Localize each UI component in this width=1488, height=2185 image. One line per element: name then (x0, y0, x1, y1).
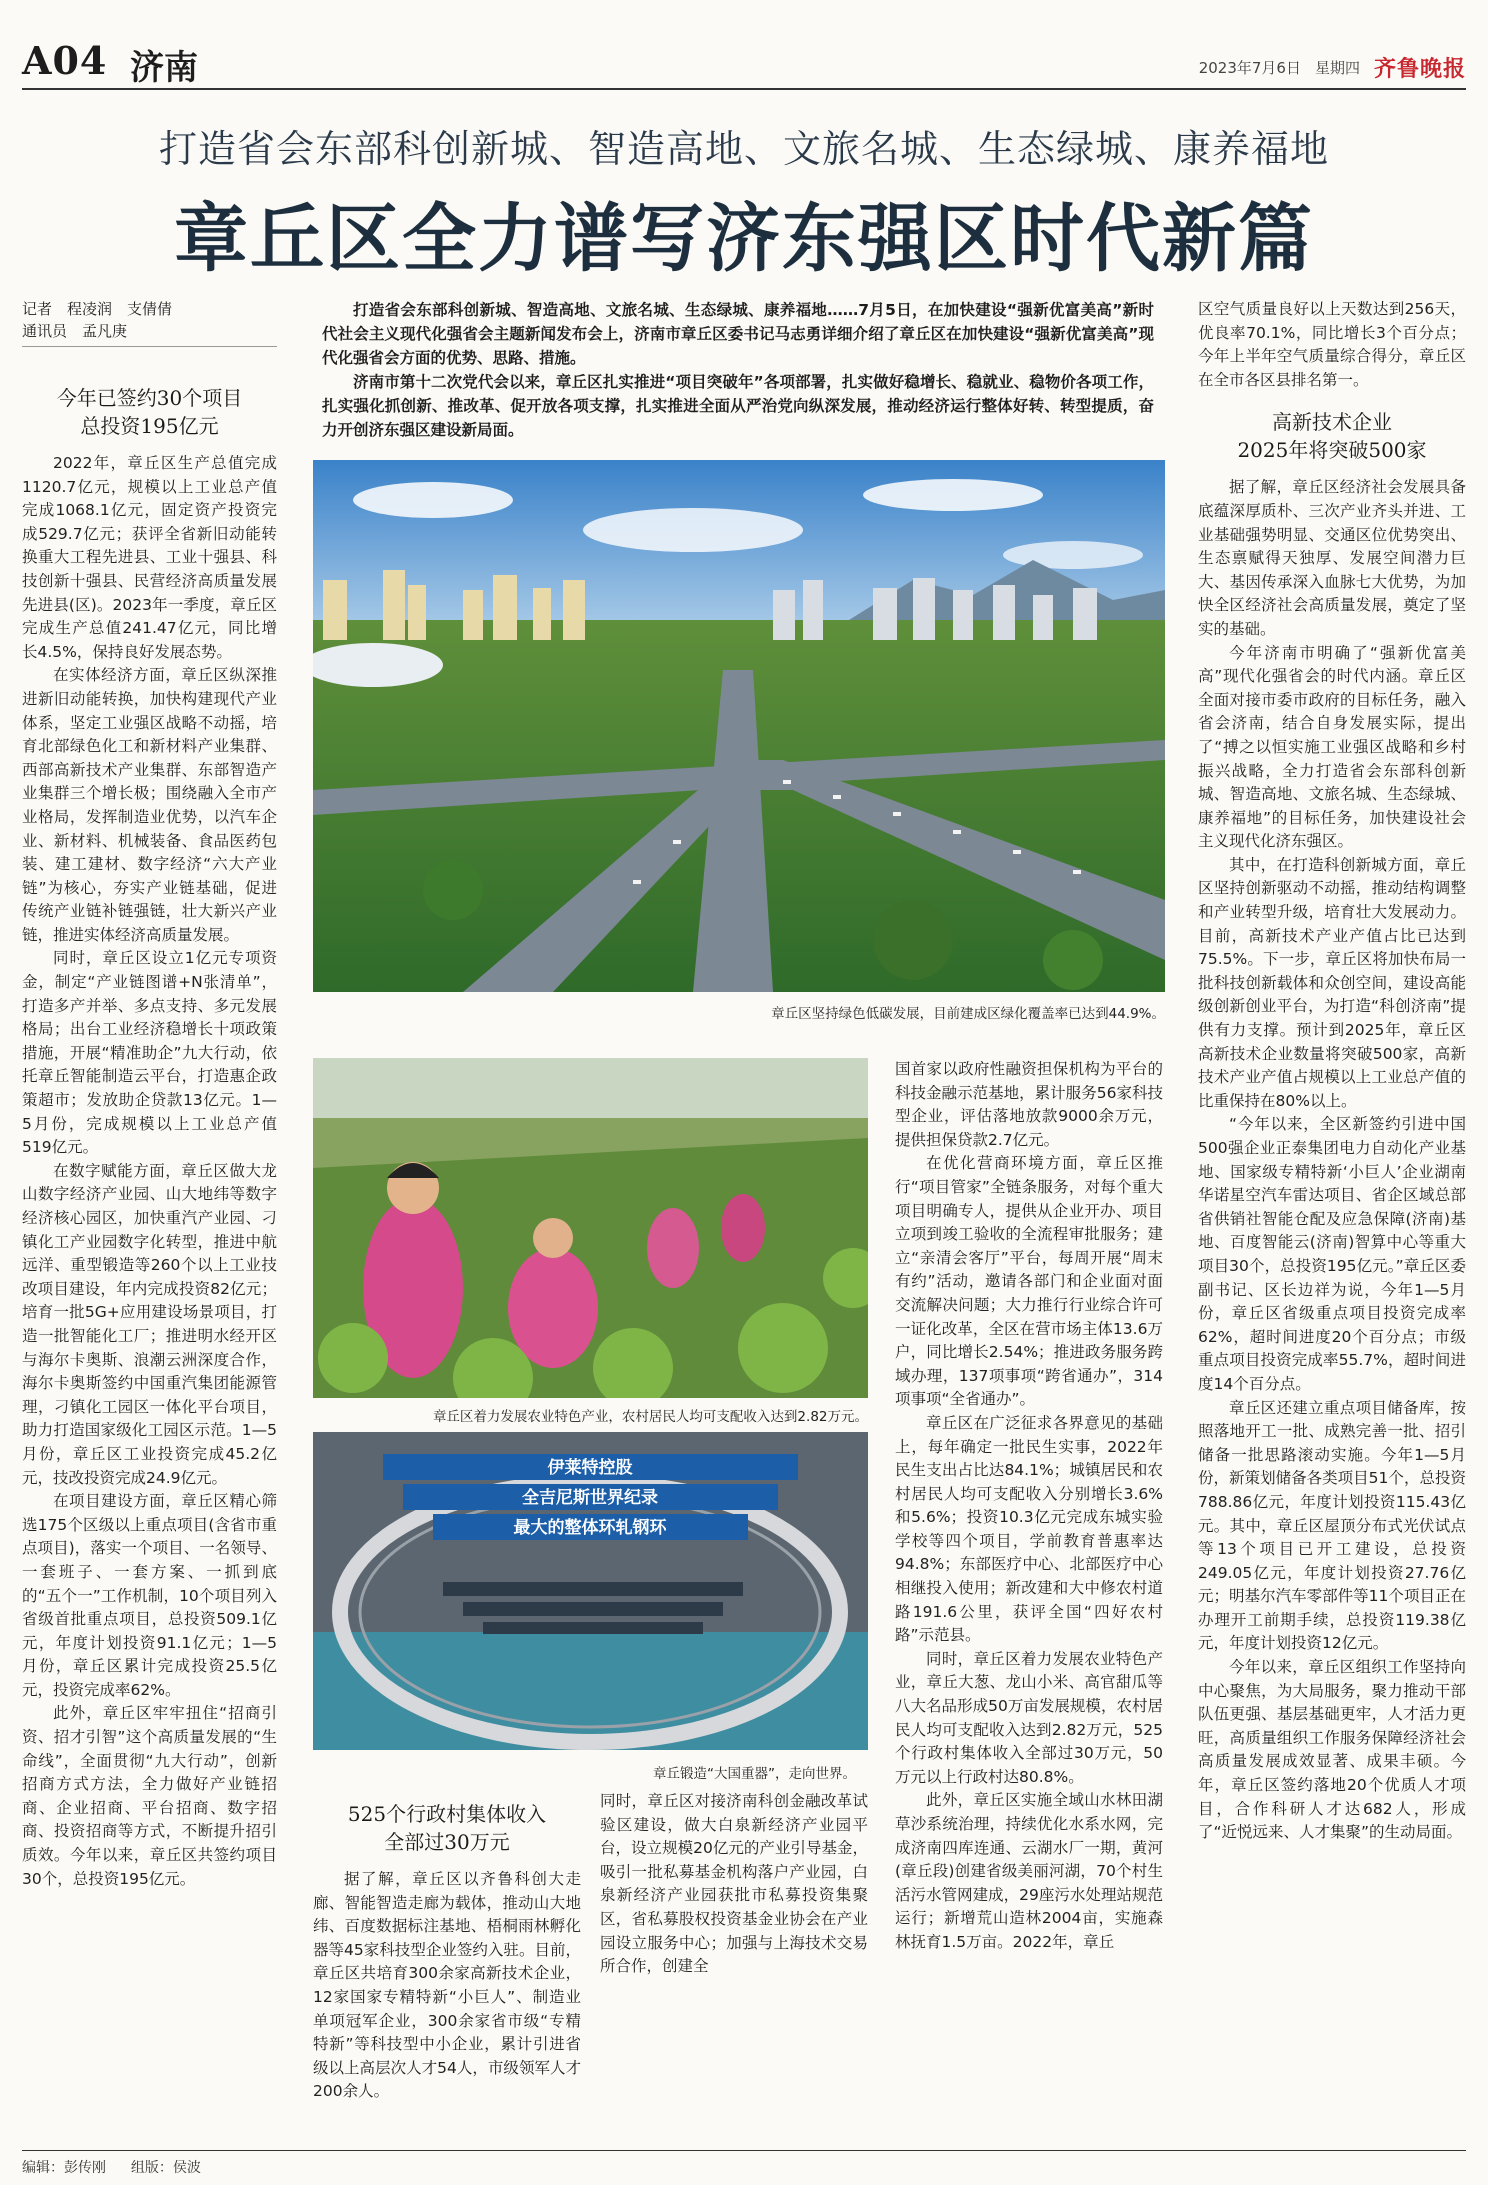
steel-ring-photo (313, 1432, 868, 1750)
aerial-city-illustration (313, 460, 1165, 992)
paper-name-logo: 齐鲁晚报 (1373, 56, 1466, 82)
section3-subhead (1198, 408, 1466, 464)
aerial-photo-caption: 章丘区坚持绿色低碳发展，目前建成区绿化覆盖率已达到44.9%。 (771, 1006, 1165, 1022)
section-name: 济南 (130, 48, 198, 88)
footer-layout: 组版：侯波 (130, 2160, 201, 2176)
masthead-info (1199, 52, 1466, 83)
section3-column (1198, 298, 1466, 2148)
page-number: A04 (22, 38, 108, 83)
section1-subhead-line1: 今年已签约30个项目 (56, 386, 243, 410)
section1-column (22, 378, 277, 2148)
main-headline: 章丘区全力谱写济东强区时代新篇 (174, 196, 1314, 282)
ring-banner-line3: 最大的整体环轧钢环 (513, 1518, 667, 1538)
issue-date: 2023年7月6日 (1198, 59, 1301, 77)
issue-weekday: 星期四 (1314, 59, 1360, 77)
section1-paragraph: 此外，章丘区牢牢扭住“招商引资、招才引智”这个高质量发展的“生命线”，全面贯彻“九大行动”，创新招商方式方法，全力做好产业链招商、企业招商、平台招商、数字招商、投资招商等方式，不断提升招引质效。今年以来，章丘区共签约项目30个，总投资195亿元。 (22, 1704, 277, 1888)
section2-subhead-line1: 525个行政村集体收入 (347, 1802, 547, 1826)
section2-paragraph: 国首家以政府性融资担保机构为平台的科技金融示范基地，累计服务56家科技型企业，评估落地放款9000余万元，提供担保贷款2.7亿元。 (895, 1060, 1163, 1149)
ring-banner-line2: 全吉尼斯世界纪录 (522, 1488, 658, 1508)
section2-paragraph: 据了解，章丘区以齐鲁科创大走廊、智能智造走廊为载体，推动山大地纬、百度数据标注基地、梧桐雨林孵化器等45家科技型企业签约入驻。目前，章丘区共培育300余家高新技术企业，12家国家专精特新“小巨人”、制造业单项冠军企业，300余家省市级“专精特新”等科技型中小企业，累计引进省级以上高层次人才54人，市级领军人才200余人。 (313, 1870, 581, 2101)
section2-column-1 (313, 1790, 581, 2148)
farm-workers-photo (313, 1058, 868, 1398)
section3-paragraph: 今年以来，章丘区组织工作坚持向中心聚焦，为大局服务，聚力推动干部队伍更强、基层基础更牢，人才活力更旺，高质量组织工作服务保障经济社会高质量发展成效显著、成果丰硕。今年，章丘区签约落地20个优质人才项目，合作科研人才达682人，形成了“近悦远来、人才集聚”的生动局面。 (1198, 1658, 1466, 1842)
section3-subhead-line1: 高新技术企业 (1272, 410, 1392, 435)
section3-paragraph: 据了解，章丘区经济社会发展具备底蕴深厚质朴、三次产业齐头并进、工业基础强势明显、交通区位优势突出、生态禀赋得天独厚、发展空间潜力巨大、基因传承深入血脉七大优势，为加快全区经济社会高质量发展，奠定了坚实的基础。 (1198, 478, 1466, 638)
lead-paragraph: 打造省会东部科创新城、智造高地、文旅名城、生态绿城、康养福地……7月5日，在加快建设“强新优富美高”新时代社会主义现代化强省会主题新闻发布会上，济南市章丘区委书记马志勇详细介绍了章丘区在加快建设“强新优富美高”现代化强省会方面的优势、思路、措施。 (322, 301, 1154, 367)
section2-paragraph: 此外，章丘区实施全域山水林田湖草沙系统治理，持续优化水系水网，完成济南四库连通、云湖水厂一期，黄河(章丘段)创建省级美丽河湖，70个村生活污水管网建成，29座污水处理站规范运行；新增荒山造林2004亩，实施森林抚育1.5万亩。2022年，章丘 (895, 1791, 1163, 1951)
section2-paragraph: 同时，章丘区对接济南科创金融改革试验区建设，做大白泉新经济产业园平台，设立规模20亿元的产业引导基金，吸引一批私募基金机构落户产业园，白泉新经济产业园获批市私募投资集聚区，省私募股权投资基金业协会在产业园设立服务中心；加强与上海技术交易所合作，创建全 (600, 1792, 868, 1976)
section2-paragraph: 同时，章丘区着力发展农业特色产业，章丘大葱、龙山小米、高官甜瓜等八大名品形成50万亩发展规模，农村居民人均可支配收入达到2.82万元，525个行政村集体收入全部过30万元，50万元以上行政村达80.8%。 (895, 1649, 1163, 1786)
section1-subhead (22, 384, 277, 440)
farm-photo-caption: 章丘区着力发展农业特色产业，农村居民人均可支配收入达到2.82万元。 (432, 1409, 868, 1425)
lead-paragraph: 济南市第十二次党代会以来，章丘区扎实推进“项目突破年”各项部署，扎实做好稳增长、稳就业、稳物价各项工作，扎实强化抓创新、推改革、促开放各项支撑，扎实推进全面从严治党向纵深发展，推动经济运行整体好转、转型提质，奋力开创济东强区建设新局面。 (322, 373, 1154, 439)
section2-paragraph: 章丘区在广泛征求各界意见的基础上，每年确定一批民生实事，2022年民生支出占比达84.1%；城镇居民和农村居民人均可支配收入分别增长3.6%和5.6%；投资10.3亿元完成东城实验学校等四个项目，学前教育普惠率达94.8%；东部医疗中心、北部医疗中心相继投入使用；新改建和大中修农村道路191.6公里，获评全国“四好农村路”示范县。 (895, 1413, 1163, 1645)
byline (22, 298, 277, 347)
kicker-headline: 打造省会东部科创新城、智造高地、文旅名城、生态绿城、康养福地 (158, 127, 1329, 171)
masthead-rule (22, 88, 1466, 90)
farm-workers-illustration (313, 1058, 868, 1398)
steel-ring-illustration (313, 1432, 868, 1750)
section1-paragraph: 在数字赋能方面，章丘区做大龙山数字经济产业园、山大地纬等数字经济核心园区，加快重汽产业园、刁镇化工产业园数字化转型，推进中航远洋、重型锻造等260个以上工业技改项目建设，年内完成投资82亿元；培育一批5G+应用建设场景项目，打造一批智能化工厂；推进明水经开区与海尔卡奥斯、浪潮云洲深度合作，海尔卡奥斯签约中国重汽集团能源管理，刁镇化工园区一体化平台项目，助力打造国家级化工园区示范。1—5月份，章丘区工业投资完成45.2亿元，技改投资完成24.9亿元。 (22, 1161, 277, 1487)
byline-reporter: 记者 程凌润 支倩倩 (22, 300, 173, 318)
lead-paragraphs (322, 298, 1154, 442)
aerial-city-photo (313, 460, 1165, 992)
section1-paragraph: 在实体经济方面，章丘区纵深推进新旧动能转换，加快构建现代产业体系，坚定工业强区战略不动摇，培育北部绿色化工和新材料产业集群、西部高新技术产业集群、东部智造产业集群三个增长极；围绕融入全市产业格局，发挥制造业优势，以汽车企业、新材料、机械装备、食品医药包装、建工建材、数字经济“六大产业链”为核心，夯实产业链基础，促进传统产业链补链强链，壮大新兴产业链，推进实体经济高质量发展。 (22, 666, 277, 944)
ring-banner-line1: 伊莱特控股 (547, 1458, 633, 1478)
page-footer (22, 2150, 1466, 2177)
section3-subhead-line2: 2025年将突破500家 (1237, 438, 1427, 463)
section2-subhead (313, 1800, 581, 1856)
footer-editor: 编辑：彭传刚 (22, 2160, 106, 2176)
section2-column-3 (895, 1058, 1163, 2148)
section1-subhead-line2: 总投资195亿元 (80, 414, 219, 438)
section1-paragraph: 同时，章丘区设立1亿元专项资金，制定“产业链图谱+N张清单”，打造多产并举、多点支持、多元发展格局；出台工业经济稳增长十项政策措施，开展“精准助企”九大行动，依托章丘智能制造云平台，打造惠企政策超市；发放助企贷款13亿元。1—5月份，完成规模以上工业总产值519亿元。 (22, 949, 277, 1157)
section3-paragraph: 其中，在打造科创新城方面，章丘区坚持创新驱动不动摇，推动结构调整和产业转型升级，培育壮大发展动力。目前，高新技术产业产值占比已达到75.5%。下一步，章丘区将加快布局一批科技创新载体和众创空间，建设高能级创新创业平台，为打造“科创济南”提供有力支撑。预计到2025年，章丘区高新技术企业数量将突破500家，高新技术产业产值占规模以上工业总产值的比重保持在80%以上。 (1198, 855, 1466, 1110)
section3-intro-paragraph: 区空气质量良好以上天数达到256天，优良率70.1%，同比增长3个百分点；今年上半年空气质量综合得分，章丘区在全市各区县排名第一。 (1198, 300, 1466, 389)
section1-paragraph: 2022年，章丘区生产总值完成1120.7亿元，规模以上工业总产值完成1068.1亿元，固定资产投资完成529.7亿元；获评全省新旧动能转换重大工程先进县、工业十强县、科技创新十强县、民营经济高质量发展先进县(区)。2023年一季度，章丘区完成生产总值241.47亿元，同比增长4.5%，保持良好发展态势。 (22, 454, 277, 661)
section2-column-2 (600, 1790, 868, 2148)
section3-paragraph: “今年以来，全区新签约引进中国500强企业正泰集团电力自动化产业基地、国家级专精特新‘小巨人’企业湖南华诺星空汽车雷达项目、省企区域总部省供销社智能仓配及应急保障(济南)基地、百度智能云(济南)智算中心等重大项目30个，总投资195亿元。”章丘区委副书记、区长边祥为说，今年1—5月份，章丘区省级重点项目投资完成率62%，超时间进度20个百分点；市级重点项目投资完成率55.7%，超时间进度14个百分点。 (1198, 1115, 1466, 1393)
section2-paragraph: 在优化营商环境方面，章丘区推行“项目管家”全链条服务，对每个重大项目明确专人，提供从企业开办、项目立项到竣工验收的全流程审批服务；建立“亲清会客厅”平台，每周开展“周末有约”活动，邀请各部门和企业面对面交流解决问题；大力推行行业综合许可一证化改革，全区在营市场主体13.6万户，同比增长2.54%；推进政务服务跨域办理，137项事项“跨省通办”，314项事项“全省通办”。 (895, 1154, 1163, 1409)
section3-paragraph: 章丘区还建立重点项目储备库，按照落地开工一批、成熟完善一批、招引储备一批思路滚动实施。今年1—5月份，新策划储备各类项目51个，总投资788.86亿元，年度计划投资115.43亿元。其中，章丘区屋顶分布式光伏试点等13个项目已开工建设，总投资249.05亿元，年度计划投资27.76亿元；明基尔汽车零部件等11个项目正在办理开工前期手续，总投资119.38亿元，年度计划投资12亿元。 (1198, 1398, 1466, 1653)
section1-paragraph: 在项目建设方面，章丘区精心筛选175个区级以上重点项目(含省市重点项目)，落实一个项目、一名领导、一套班子、一套方案、一抓到底的“五个一”工作机制，10个项目列入省级首批重点项目，总投资509.1亿元，年度计划投资91.1亿元；1—5月份，章丘区累计完成投资25.5亿元，投资完成率62%。 (22, 1492, 277, 1699)
section3-paragraph: 今年济南市明确了“强新优富美高”现代化强省会的时代内涵。章丘区全面对接市委市政府的目标任务，融入省会济南，结合自身发展实际，提出了“搏之以恒实施工业强区战略和乡村振兴战略，全力打造省会东部科创新城、智造高地、文旅名城、生态绿城、康养福地”的目标任务，加快建设社会主义现代化济东强区。 (1198, 643, 1466, 851)
byline-correspondent: 通讯员 孟凡庚 (22, 322, 128, 340)
ring-photo-caption: 章丘锻造“大国重器”，走向世界。 (653, 1766, 856, 1782)
section2-subhead-line2: 全部过30万元 (384, 1830, 510, 1854)
